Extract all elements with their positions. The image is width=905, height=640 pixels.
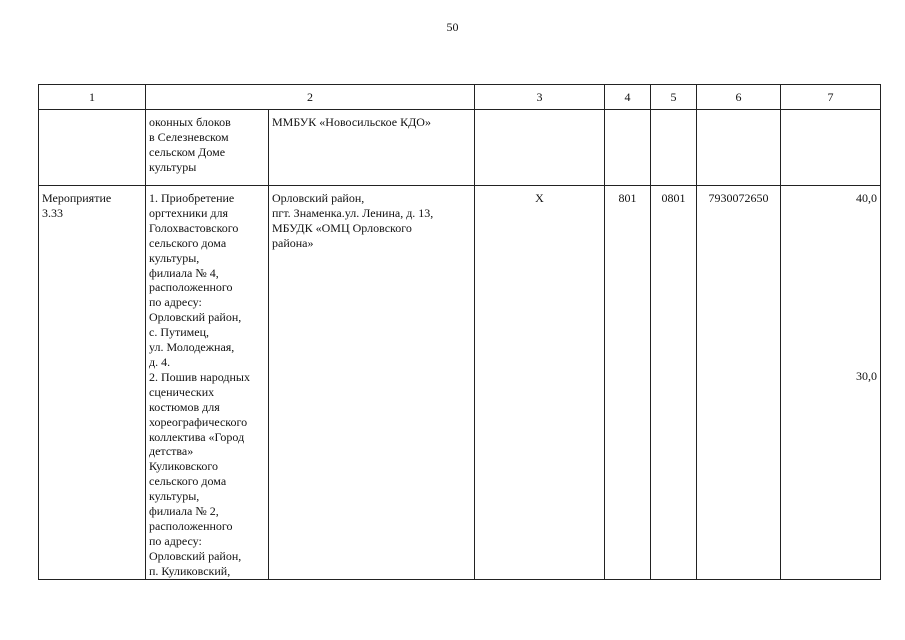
header-cell-2: 2: [146, 85, 475, 110]
text-line: пгт. Знаменка.ул. Ленина, д. 13,: [272, 205, 434, 220]
row2-col6: 7930072650: [697, 186, 781, 580]
row2-col2-executor: [269, 186, 475, 580]
header-cell-5: 5: [651, 85, 697, 110]
row1-col1: [39, 110, 146, 186]
text-line: по адресу:: [149, 533, 202, 548]
text-line: коллектива «Город: [149, 429, 245, 444]
text-line: района»: [272, 235, 314, 250]
text-line: культуры,: [149, 489, 200, 504]
text-line: филиала № 2,: [149, 504, 219, 519]
budget-table: [38, 84, 881, 580]
text-line: культуры: [149, 159, 197, 174]
text-line: расположенного: [149, 280, 233, 295]
text-line: сельского дома: [149, 235, 227, 250]
text-line: Куликовского: [149, 459, 218, 474]
table-row: [39, 110, 881, 186]
text-line: по адресу:: [149, 295, 202, 310]
text-line: Орловский район,: [149, 548, 242, 563]
text-line: расположенного: [149, 518, 233, 533]
text-line: филиала № 4,: [149, 265, 219, 280]
row1-col5: [651, 110, 697, 186]
text-line: детства»: [149, 444, 194, 459]
text-line: ул. Молодежная,: [149, 340, 235, 355]
text-line: 3.33: [42, 205, 63, 220]
row1-col2-description: [146, 110, 269, 186]
row1-col4: [605, 110, 651, 186]
row2-col1-measure: [39, 186, 146, 580]
amount-value-1: 40,0: [856, 191, 877, 205]
text-line: хореографического: [149, 414, 248, 429]
header-cell-3: 3: [475, 85, 605, 110]
amount-value-2: 30,0: [856, 368, 877, 383]
text-line: культуры,: [149, 250, 200, 265]
row2-col7: [781, 186, 881, 580]
text-line: сельского дома: [149, 474, 227, 489]
text-line: оконных блоков: [149, 115, 231, 129]
header-cell-7: 7: [781, 85, 881, 110]
header-cell-4: 4: [605, 85, 651, 110]
row1-col6: [697, 110, 781, 186]
header-row: [39, 85, 881, 110]
row2-col3: Х: [475, 186, 605, 580]
text-line: в Селезневском: [149, 129, 229, 144]
text-line: п. Куликовский,: [149, 563, 231, 578]
row1-col2-executor: ММБУК «Новосильское КДО»: [269, 110, 475, 186]
header-cell-1: 1: [39, 85, 146, 110]
page-number: 50: [446, 20, 459, 34]
row2-col2-description: [146, 186, 269, 580]
text-line: Орловский район,: [149, 310, 242, 325]
row2-col4: 801: [605, 186, 651, 580]
text-line: Орловский район,: [272, 191, 365, 205]
text-line: сценических: [149, 384, 215, 399]
text-line: Голохвастовского: [149, 220, 239, 235]
table-row: [39, 186, 881, 580]
text-line: 2. Пошив народных: [149, 369, 250, 384]
row1-col7: [781, 110, 881, 186]
text-line: оргтехники для: [149, 205, 229, 220]
text-line: 1. Приобретение: [149, 191, 235, 205]
row2-col5: 0801: [651, 186, 697, 580]
text-line: д. 4.: [149, 354, 171, 369]
text-line: сельском Доме: [149, 144, 226, 159]
text-line: с. Путимец,: [149, 325, 209, 340]
text-line: костюмов для: [149, 399, 220, 414]
text-line: МБУДК «ОМЦ Орловского: [272, 220, 412, 235]
header-cell-6: 6: [697, 85, 781, 110]
text-line: Мероприятие: [42, 191, 112, 205]
row1-col3: [475, 110, 605, 186]
